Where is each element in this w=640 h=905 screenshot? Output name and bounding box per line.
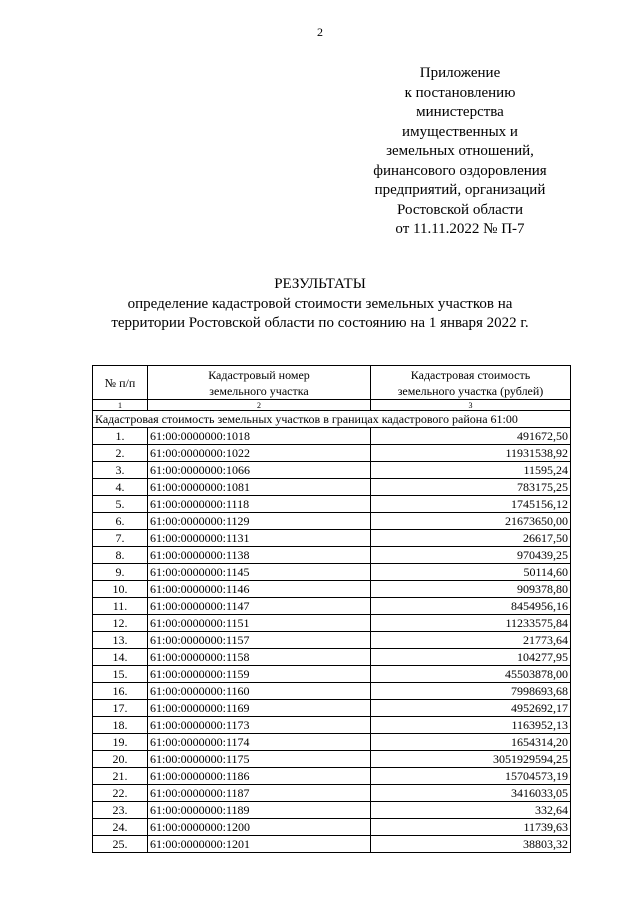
table-row [93,564,571,581]
cadastral-number: 61:00:0000000:1174 [148,734,371,751]
row-number: 16. [93,683,148,700]
table-row [93,785,571,802]
header-number: № п/п [93,366,148,400]
cadastral-number: 61:00:0000000:1200 [148,819,371,836]
cadastral-value: 11233575,84 [371,615,571,632]
cadastral-number: 61:00:0000000:1147 [148,598,371,615]
row-number: 3. [93,462,148,479]
row-number: 1. [93,428,148,445]
table-row [93,819,571,836]
cadastral-number: 61:00:0000000:1201 [148,836,371,853]
row-number: 6. [93,513,148,530]
header-cadastral-number: Кадастровый номер земельного участка [148,366,371,400]
row-number: 21. [93,768,148,785]
cadastral-value: 970439,25 [371,547,571,564]
row-number: 10. [93,581,148,598]
subtitle-line: территории Ростовской области по состоянию на 1 января 2022 г. [111,315,529,331]
column-number: 3 [371,400,571,411]
cadastral-value: 4952692,17 [371,700,571,717]
table-row [93,428,571,445]
table-row [93,768,571,785]
appendix-line: земельных отношений, [386,143,534,159]
appendix-line: от 11.11.2022 № П-7 [395,221,525,237]
cadastral-value: 11595,24 [371,462,571,479]
table-row [93,496,571,513]
table-row [93,734,571,751]
cadastral-value: 104277,95 [371,649,571,666]
table-header-row [93,366,571,400]
table-row [93,581,571,598]
group-row [93,411,571,428]
column-number: 2 [148,400,371,411]
table-row [93,547,571,564]
row-number: 18. [93,717,148,734]
row-number: 9. [93,564,148,581]
cadastral-number: 61:00:0000000:1131 [148,530,371,547]
table-row [93,802,571,819]
cadastral-value: 3416033,05 [371,785,571,802]
cadastral-value: 45503878,00 [371,666,571,683]
table-row [93,700,571,717]
cadastral-value: 491672,50 [371,428,571,445]
row-number: 17. [93,700,148,717]
cadastral-value: 21773,64 [371,632,571,649]
cadastral-value: 38803,32 [371,836,571,853]
group-label: Кадастровая стоимость земельных участков в границах кадастрового района 61:00 [93,411,571,428]
appendix-block [360,64,560,240]
cadastral-value: 15704573,19 [371,768,571,785]
table-row [93,836,571,853]
row-number: 22. [93,785,148,802]
cadastral-number: 61:00:0000000:1169 [148,700,371,717]
table-row [93,479,571,496]
row-number: 12. [93,615,148,632]
cadastral-number: 61:00:0000000:1151 [148,615,371,632]
cadastral-value: 332,64 [371,802,571,819]
document-title: РЕЗУЛЬТАТЫ [274,276,366,292]
cadastral-table [92,365,571,853]
appendix-line: министерства [416,104,504,120]
cadastral-number: 61:00:0000000:1159 [148,666,371,683]
cadastral-value: 11739,63 [371,819,571,836]
cadastral-value: 1163952,13 [371,717,571,734]
column-number: 1 [93,400,148,411]
cadastral-number: 61:00:0000000:1145 [148,564,371,581]
row-number: 14. [93,649,148,666]
cadastral-number: 61:00:0000000:1187 [148,785,371,802]
cadastral-value: 3051929594,25 [371,751,571,768]
row-number: 11. [93,598,148,615]
page-number: 2 [317,25,323,39]
table-row [93,751,571,768]
subtitle-line: определение кадастровой стоимости земельных участков на [127,296,513,312]
cadastral-number: 61:00:0000000:1157 [148,632,371,649]
cadastral-number: 61:00:0000000:1066 [148,462,371,479]
cadastral-number: 61:00:0000000:1118 [148,496,371,513]
cadastral-value: 7998693,68 [371,683,571,700]
row-number: 8. [93,547,148,564]
cadastral-value: 21673650,00 [371,513,571,530]
cadastral-value: 1654314,20 [371,734,571,751]
cadastral-number: 61:00:0000000:1081 [148,479,371,496]
cadastral-number: 61:00:0000000:1173 [148,717,371,734]
row-number: 13. [93,632,148,649]
cadastral-number: 61:00:0000000:1189 [148,802,371,819]
table-row [93,666,571,683]
table-row [93,513,571,530]
cadastral-value: 8454956,16 [371,598,571,615]
cadastral-value: 783175,25 [371,479,571,496]
cadastral-number: 61:00:0000000:1129 [148,513,371,530]
cadastral-number: 61:00:0000000:1160 [148,683,371,700]
cadastral-value: 26617,50 [371,530,571,547]
row-number: 15. [93,666,148,683]
row-number: 7. [93,530,148,547]
cadastral-number: 61:00:0000000:1018 [148,428,371,445]
cadastral-value: 50114,60 [371,564,571,581]
column-number-row [93,400,571,411]
cadastral-value: 1745156,12 [371,496,571,513]
table-row [93,530,571,547]
appendix-line: Ростовской области [397,201,523,218]
table-row [93,615,571,632]
row-number: 24. [93,819,148,836]
header-cadastral-value: Кадастровая стоимость земельного участка (рублей) [371,366,571,400]
cadastral-number: 61:00:0000000:1175 [148,751,371,768]
table-row [93,598,571,615]
row-number: 20. [93,751,148,768]
row-number: 25. [93,836,148,853]
appendix-line: предприятий, организаций [374,182,546,198]
table-row [93,717,571,734]
appendix-line: имущественных и [402,123,518,140]
table-row [93,445,571,462]
row-number: 5. [93,496,148,513]
cadastral-number: 61:00:0000000:1158 [148,649,371,666]
cadastral-value: 11931538,92 [371,445,571,462]
row-number: 2. [93,445,148,462]
cadastral-value: 909378,80 [371,581,571,598]
cadastral-number: 61:00:0000000:1186 [148,768,371,785]
row-number: 19. [93,734,148,751]
cadastral-number: 61:00:0000000:1146 [148,581,371,598]
row-number: 23. [93,802,148,819]
appendix-line: Приложение [419,65,501,81]
table-row [93,683,571,700]
row-number: 4. [93,479,148,496]
table-row [93,632,571,649]
document-subtitle [0,295,640,333]
table-row [93,462,571,479]
cadastral-number: 61:00:0000000:1022 [148,445,371,462]
cadastral-number: 61:00:0000000:1138 [148,547,371,564]
appendix-line: финансового оздоровления [373,162,547,179]
appendix-line: к постановлению [404,84,516,101]
table-row [93,649,571,666]
